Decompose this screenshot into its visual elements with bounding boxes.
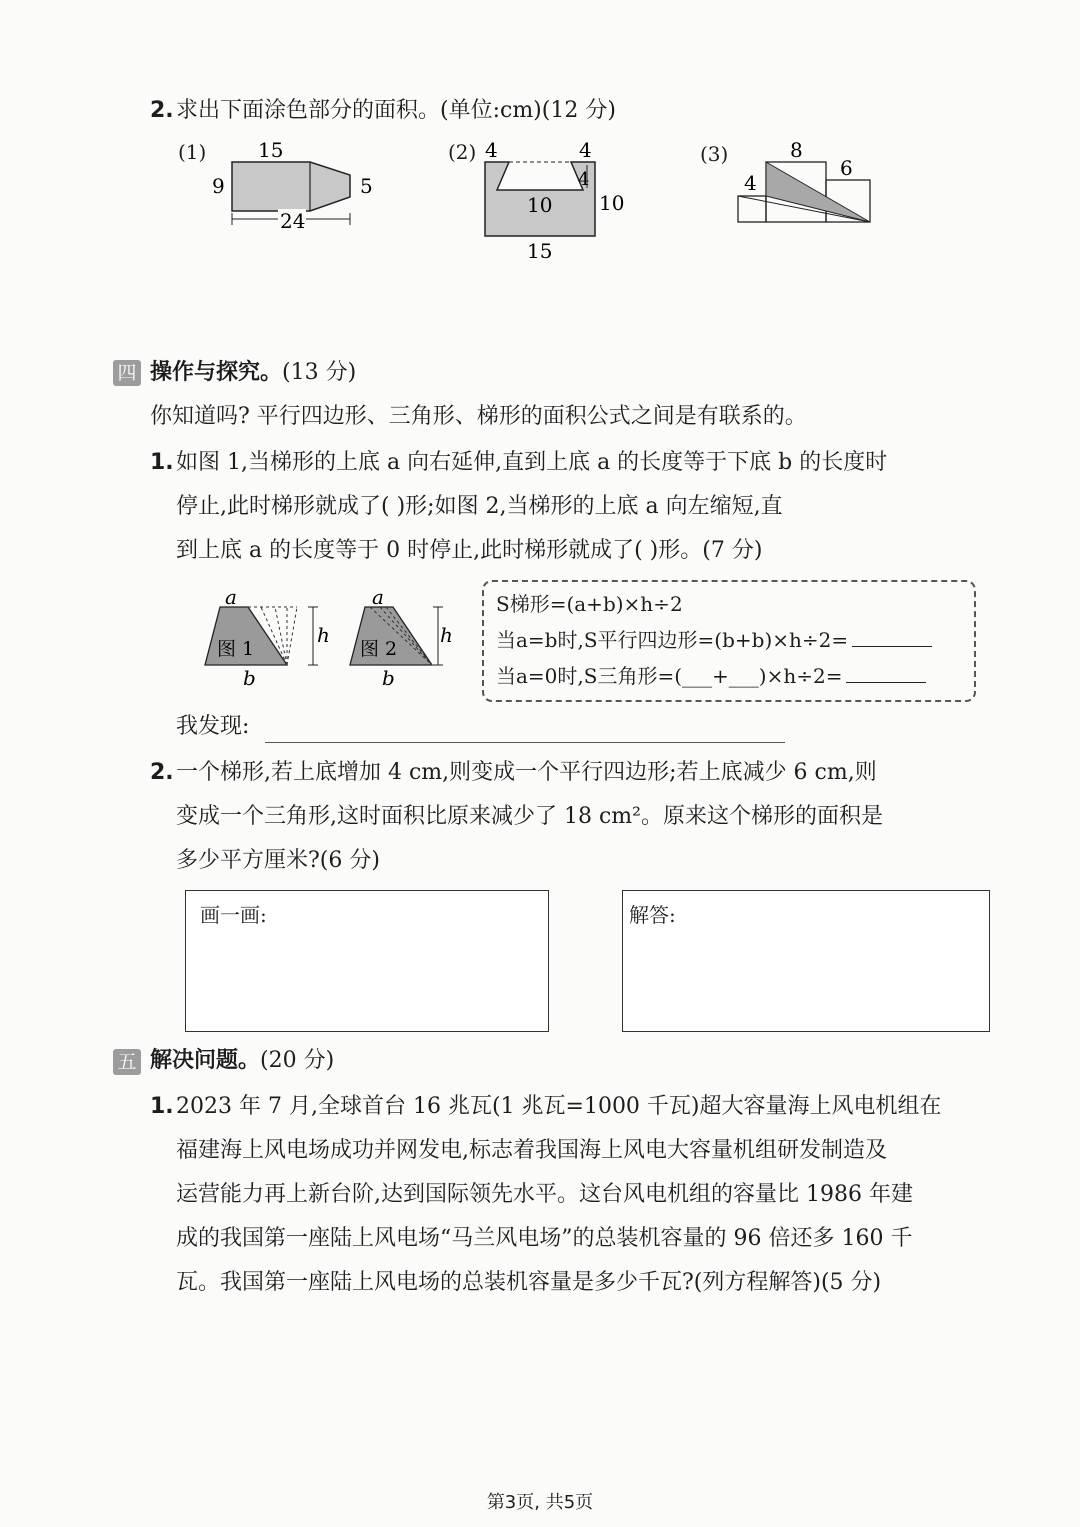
s5q1-line2: 福建海上风电场成功并网发电,标志着我国海上风电大容量机组研发制造及 [176, 1138, 887, 1163]
fig3-label: (3) [700, 142, 729, 166]
s4q1-number: 1. [150, 450, 174, 475]
fig2-top-left-label: 4 [485, 138, 498, 162]
discover-label: 我发现: [176, 714, 250, 739]
s5q1-line5: 瓦。我国第一座陆上风电场的总装机容量是多少千瓦?(列方程解答)(5 分) [176, 1270, 882, 1295]
page-number: 第3页, 共5页 [486, 1492, 594, 1513]
fig1-top-label: 15 [258, 138, 284, 162]
fig1-b-label: b [243, 666, 256, 690]
fig2-middle-label: 10 [527, 193, 553, 217]
fig1-a-label: a [225, 585, 237, 609]
section5-badge: 五 [113, 1049, 141, 1075]
fig1-right-label: 5 [360, 174, 373, 198]
section4-badge: 四 [113, 360, 141, 386]
fig1-left-label: 9 [212, 174, 225, 198]
fig1-bottom-label: 24 [280, 209, 306, 233]
s5q1-line3: 运营能力再上新台阶,达到国际领先水平。这台风电机组的容量比 1986 年建 [176, 1182, 913, 1207]
answer-box-label: 解答: [629, 903, 676, 927]
fig1-label: (1) [178, 140, 207, 164]
s4q2-line3: 多少平方厘米?(6 分) [176, 848, 380, 873]
fig2-name: 图 2 [360, 638, 398, 660]
fig3-left-label: 4 [744, 171, 757, 195]
s4q1-line3: 到上底 a 的长度等于 0 时停止,此时梯形就成了( )形。(7 分) [176, 538, 763, 563]
fig2-h-label: h [440, 623, 453, 647]
fig2-b-label: b [382, 666, 395, 690]
draw-box[interactable] [185, 890, 549, 1032]
draw-box-label: 画一画: [200, 903, 267, 927]
s4q1-line2: 停止,此时梯形就成了( )形;如图 2,当梯形的上底 a 向左缩短,直 [176, 494, 783, 519]
q2-text: 求出下面涂色部分的面积。(单位:cm)(12 分) [176, 98, 616, 123]
s5q1-line4: 成的我国第一座陆上风电场“马兰风电场”的总装机容量的 96 倍还多 160 千 [176, 1226, 913, 1251]
s5q1-line1: 2023 年 7 月,全球首台 16 兆瓦(1 兆瓦=1000 千瓦)超大容量海上风电机组在 [176, 1094, 942, 1119]
section4-heading [150, 358, 356, 388]
answer-box[interactable] [622, 890, 990, 1032]
formula-triangle: 当a=0时,S三角形=(___+___)×h÷2= [496, 660, 926, 689]
section5-score: (20 分) [260, 1048, 335, 1073]
trapezoid-figure-2 [340, 585, 460, 690]
s4q2-line1: 一个梯形,若上底增加 4 cm,则变成一个平行四边形;若上底减少 6 cm,则 [176, 760, 877, 785]
fig2-a-label: a [372, 585, 384, 609]
section4-intro: 你知道吗? 平行四边形、三角形、梯形的面积公式之间是有联系的。 [150, 404, 807, 429]
s4q1-line1: 如图 1,当梯形的上底 a 向右延伸,直到上底 a 的长度等于下底 b 的长度时 [176, 450, 888, 475]
fig2-right-label: 10 [599, 191, 625, 215]
section5-title: 解决问题。 [150, 1048, 261, 1073]
fig2-diagram [475, 135, 635, 265]
discover-answer-line[interactable] [265, 742, 785, 743]
section4-score: (13 分) [282, 360, 357, 385]
fig2-bottom-label: 15 [527, 239, 553, 263]
q2-number: 2. [150, 98, 174, 123]
s4q2-number: 2. [150, 760, 174, 785]
fig3-top-label: 8 [790, 138, 803, 162]
fig1-name: 图 1 [217, 638, 255, 660]
formula-trapezoid: S梯形=(a+b)×h÷2 [496, 592, 683, 616]
fig3-diagram [730, 135, 880, 230]
s5q1-number: 1. [150, 1094, 174, 1119]
fig2-top-right-label: 4 [579, 138, 592, 162]
section5-heading [150, 1046, 334, 1076]
formula-box [482, 580, 976, 702]
fig2-gap-label: 4 [578, 169, 590, 190]
formula-parallelogram: 当a=b时,S平行四边形=(b+b)×h÷2= [496, 624, 932, 653]
s4q2-line2: 变成一个三角形,这时面积比原来减少了 18 cm²。原来这个梯形的面积是 [176, 804, 883, 829]
fig2-label: (2) [448, 140, 477, 164]
fig3-right-top-label: 6 [840, 156, 853, 180]
fig1-diagram [200, 135, 390, 235]
fig1-h-label: h [317, 623, 330, 647]
section4-title: 操作与探究。 [150, 360, 283, 385]
trapezoid-figure-1 [195, 585, 335, 690]
